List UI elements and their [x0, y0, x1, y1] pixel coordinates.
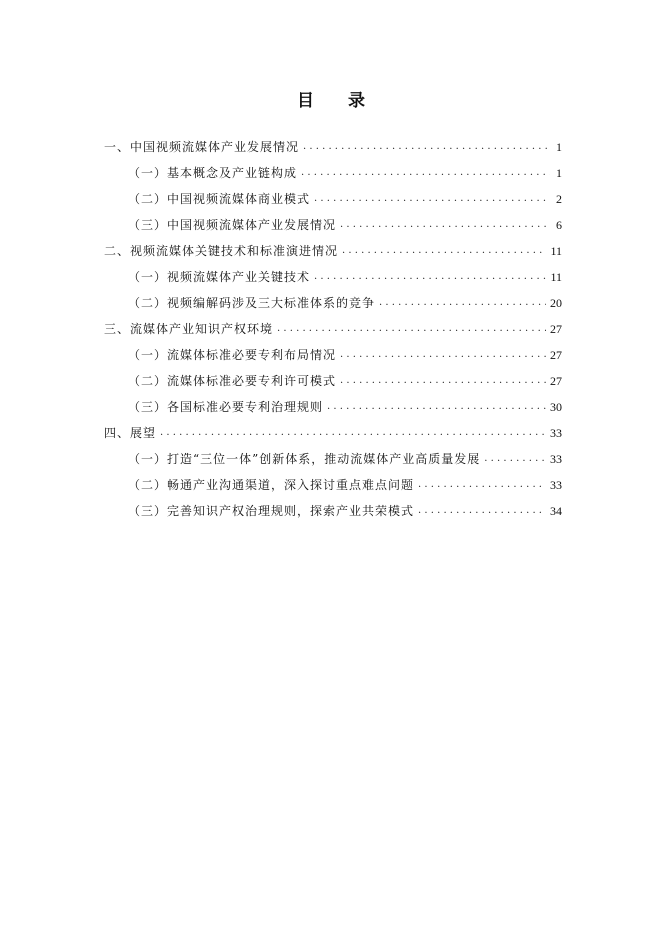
toc-entry-text: （一）流媒体标准必要专利布局情况 [128, 348, 337, 362]
toc-entry-page: 11 [550, 270, 562, 284]
toc-entry-page: 27 [550, 322, 562, 336]
toc-title: 目 录 [297, 91, 379, 111]
toc-entry[interactable] [0, 394, 562, 420]
toc-entry-text: （二）中国视频流媒体商业模式 [128, 192, 311, 206]
toc-list [0, 134, 662, 524]
toc-dot-leader [314, 186, 550, 212]
toc-entry-text: 一、中国视频流媒体产业发展情况 [104, 140, 300, 154]
toc-entry[interactable] [0, 186, 562, 212]
toc-entry-page: 34 [550, 504, 562, 518]
toc-dot-leader [379, 290, 546, 316]
toc-entry-page: 27 [550, 348, 562, 362]
toc-entry[interactable] [0, 368, 562, 394]
toc-dot-leader [301, 160, 550, 186]
toc-entry[interactable] [0, 212, 562, 238]
toc-entry-text: （二）流媒体标准必要专利许可模式 [128, 374, 337, 388]
toc-dot-leader [418, 498, 546, 524]
toc-entry[interactable] [0, 160, 562, 186]
toc-dot-leader [340, 212, 550, 238]
toc-dot-leader [418, 472, 546, 498]
toc-entry-text: （三）中国视频流媒体产业发展情况 [128, 218, 337, 232]
toc-entry-text: 四、展望 [104, 426, 157, 440]
toc-entry[interactable] [0, 498, 562, 524]
toc-entry[interactable] [0, 264, 562, 290]
toc-entry-text: 三、流媒体产业知识产权环境 [104, 322, 274, 336]
toc-dot-leader [277, 316, 546, 342]
toc-dot-leader [327, 394, 546, 420]
toc-entry[interactable] [0, 238, 562, 264]
toc-dot-leader [342, 238, 546, 264]
toc-entry-text: （一）基本概念及产业链构成 [128, 166, 298, 180]
toc-entry-text: （二）视频编解码涉及三大标准体系的竞争 [128, 296, 376, 310]
toc-entry-page: 33 [550, 478, 562, 492]
toc-entry[interactable] [0, 342, 562, 368]
toc-entry-text: （一）视频流媒体产业关键技术 [128, 270, 311, 284]
toc-entry-page: 33 [550, 452, 562, 466]
toc-entry-page: 27 [550, 374, 562, 388]
toc-entry-text: （三）各国标准必要专利治理规则 [128, 400, 324, 414]
toc-entry-text: （三）完善知识产权治理规则，探索产业共荣模式 [128, 504, 415, 518]
toc-entry-page: 6 [556, 218, 562, 232]
toc-entry-text: 二、视频流媒体关键技术和标准演进情况 [104, 244, 339, 258]
toc-dot-leader [314, 264, 546, 290]
toc-dot-leader [340, 368, 546, 394]
toc-entry[interactable] [0, 472, 562, 498]
toc-entry-page: 30 [550, 400, 562, 414]
toc-entry-page: 1 [556, 166, 562, 180]
toc-entry[interactable] [0, 420, 562, 446]
toc-entry[interactable] [0, 316, 562, 342]
toc-entry-page: 33 [550, 426, 562, 440]
toc-entry[interactable] [0, 290, 562, 316]
toc-entry-page: 11 [550, 244, 562, 258]
toc-dot-leader [340, 342, 546, 368]
toc-dot-leader [303, 134, 550, 160]
toc-dot-leader [160, 420, 546, 446]
toc-dot-leader [484, 446, 546, 472]
toc-entry-text: （一）打造“三位一体”创新体系，推动流媒体产业高质量发展 [128, 452, 481, 466]
toc-entry-text: （二）畅通产业沟通渠道，深入探讨重点难点问题 [128, 478, 415, 492]
toc-entry-page: 2 [556, 192, 562, 206]
toc-entry-page: 1 [556, 140, 562, 154]
toc-entry-page: 20 [550, 296, 562, 310]
toc-entry[interactable] [0, 134, 562, 160]
toc-entry[interactable] [0, 446, 562, 472]
